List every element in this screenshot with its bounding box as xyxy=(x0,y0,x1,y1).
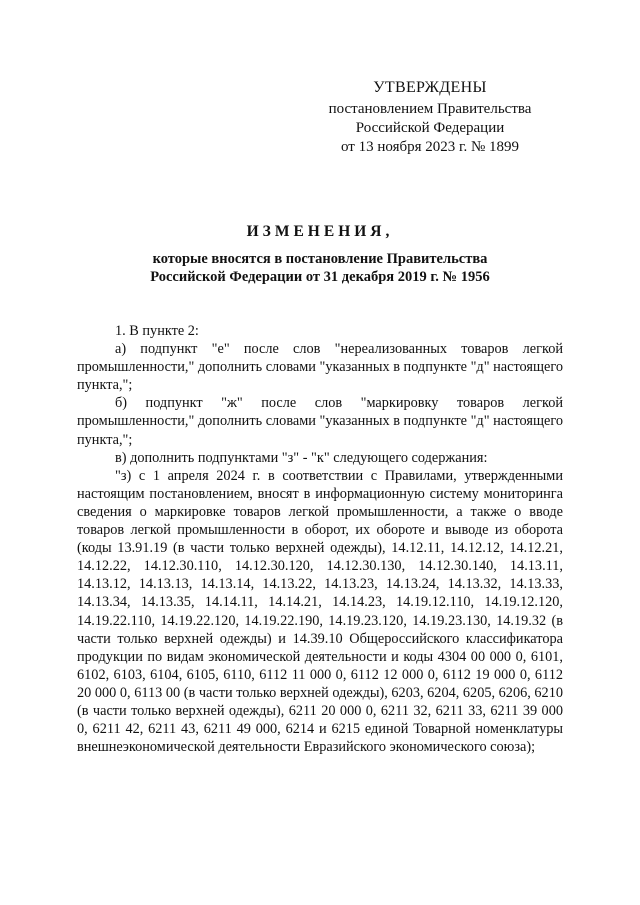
document-body xyxy=(77,322,563,756)
paragraph-z: "з) с 1 апреля 2024 г. в соответствии с Правилами, утвержденными настоящим постановлением, вносят в информационную систему мониторинга сведения о маркировке товаров легкой промышленности, а также о вводе товаров легкой промышленности в оборот, их обороте и выводе из оборота (коды 13.91.19 (в части только верхней одежды), 14.12.11, 14.12.12, 14.12.21, 14.12.22, 14.12.30.110, 14.12.30.120, 14.12.30.130, 14.12.30.140, 14.13.11, 14.13.12, 14.13.13, 14.13.14, 14.13.22, 14.13.23, 14.13.24, 14.13.32, 14.13.33, 14.13.34, 14.13.35, 14.14.11, 14.14.21, 14.14.23, 14.19.12.110, 14.19.12.120, 14.19.22.110, 14.19.22.120, 14.19.22.190, 14.19.23.120, 14.19.23.130, 14.19.32 (в части только верхней одежды) и 14.39.10 Общероссийского классификатора продукции по видам экономической деятельности и коды 4304 00 000 0, 6101, 6102, 6103, 6104, 6105, 6110, 6112 11 000 0, 6112 12 000 0, 6112 19 000 0, 6112 20 000 0, 6113 00 (в части только верхней одежды), 6203, 6204, 6205, 6206, 6210 (в части только верхней одежды), 6211 20 000 0, 6211 32, 6211 33, 6211 39 000 0, 6211 42, 6211 43, 6211 49 000, 6214 и 6215 единой Товарной номенклатуры внешнеэкономической деятельности Евразийского экономического союза); xyxy=(77,467,563,756)
subtitle-line-1: которые вносятся в постановление Правительства xyxy=(152,251,488,267)
subtitle-line-2: Российской Федерации от 31 декабря 2019 г. № 1956 xyxy=(150,269,490,285)
approval-line-2: Российской Федерации xyxy=(355,120,505,136)
approval-stamp xyxy=(300,78,560,157)
paragraph-b: б) подпункт "ж" после слов "маркировку товаров легкой промышленности," дополнить словами "указанных в подпункте "д" настоящего пункта,"; xyxy=(77,395,563,448)
paragraph-1: 1. В пункте 2: xyxy=(115,323,199,339)
paragraph-v: в) дополнить подпунктами "з" - "к" следующего содержания: xyxy=(115,449,488,466)
document-subtitle xyxy=(40,250,600,286)
approval-line-1: постановлением Правительства xyxy=(328,101,532,117)
document-title: ИЗМЕНЕНИЯ, xyxy=(246,223,394,240)
paragraph-a: а) подпункт "е" после слов "нереализованных товаров легкой промышленности," дополнить словами "указанных в подпункте "д" настоящего пункта,"; xyxy=(77,341,563,394)
approval-line-3: от 13 ноября 2023 г. № 1899 xyxy=(340,139,520,155)
approval-heading: УТВЕРЖДЕНЫ xyxy=(373,79,487,96)
